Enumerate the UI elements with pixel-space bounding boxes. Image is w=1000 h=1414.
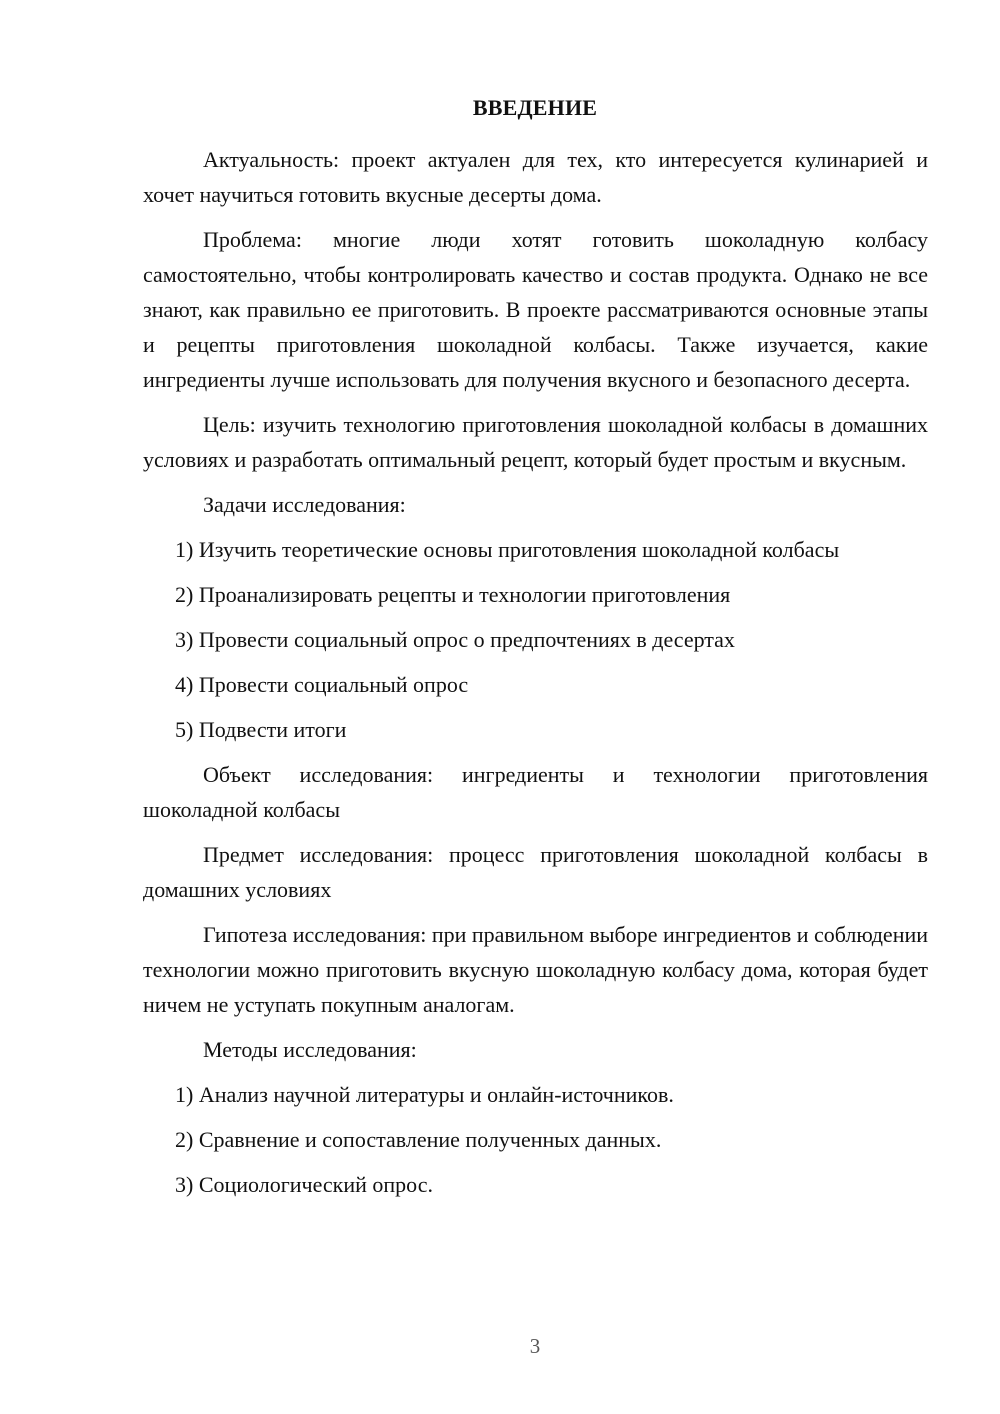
- task-item: 2) Проанализировать рецепты и технологии приготовления: [175, 582, 731, 607]
- hypothesis-paragraph: Гипотеза исследования: при правильном выборе ингредиентов и соблюдении технологии можно приготовить вкусную шоколадную колбасу дома, которая будет ничем не уступать покупным аналогам.: [143, 922, 929, 1017]
- method-item: 1) Анализ научной литературы и онлайн-источников.: [175, 1082, 674, 1107]
- tasks-heading: Задачи исследования:: [203, 492, 406, 517]
- goal-paragraph: Цель: изучить технологию приготовления шоколадной колбасы в домашних условиях и разработать оптимальный рецепт, который будет простым и вкусным.: [143, 412, 928, 472]
- methods-heading: Методы исследования:: [203, 1037, 417, 1062]
- task-item: 4) Провести социальный опрос: [175, 672, 469, 697]
- tasks-list: [143, 532, 928, 747]
- document-body: [143, 142, 928, 1212]
- task-item: 5) Подвести итоги: [175, 717, 347, 742]
- page-title: ВВЕДЕНИЕ: [472, 95, 598, 120]
- page-number: 3: [529, 1334, 541, 1358]
- problem-paragraph: Проблема: многие люди хотят готовить шоколадную колбасу самостоятельно, чтобы контролировать качество и состав продукта. Однако не все знают, как правильно ее приготовить. В проекте рассматриваются основные этапы и рецепты приготовления шоколадной колбасы. Также изучается, какие ингредиенты лучше использовать для получения вкусного и безопасного десерта.: [143, 227, 928, 392]
- method-item: 2) Сравнение и сопоставление полученных данных.: [175, 1127, 662, 1152]
- object-paragraph: Объект исследования: ингредиенты и технологии приготовления шоколадной колбасы: [143, 762, 928, 822]
- subject-paragraph: Предмет исследования: процесс приготовления шоколадной колбасы в домашних условиях: [143, 842, 928, 902]
- method-item: 3) Социологический опрос.: [175, 1172, 433, 1197]
- relevance-paragraph: Актуальность: проект актуален для тех, кто интересуется кулинарией и хочет научиться готовить вкусные десерты дома.: [143, 147, 928, 207]
- task-item: 1) Изучить теоретические основы приготовления шоколадной колбасы: [175, 537, 840, 562]
- methods-list: [143, 1077, 928, 1202]
- task-item: 3) Провести социальный опрос о предпочтениях в десертах: [175, 627, 735, 652]
